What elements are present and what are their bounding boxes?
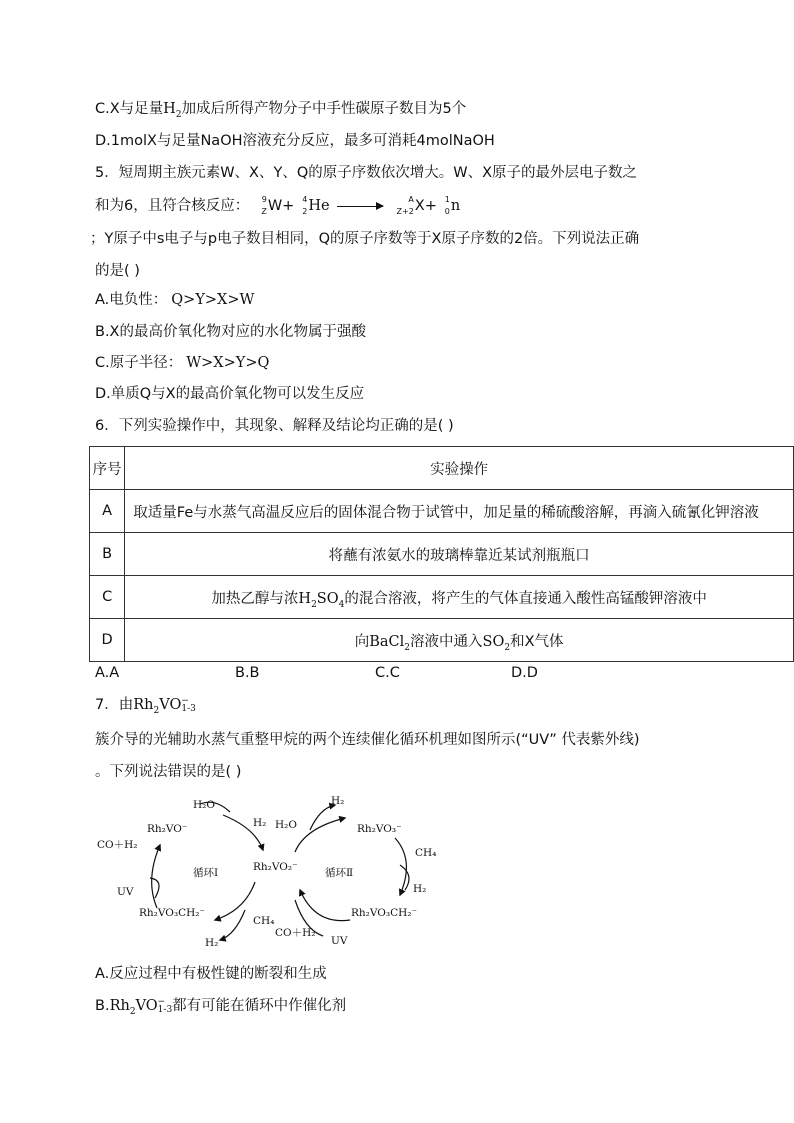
- w-nuclide-notation: 9 Z: [261, 195, 267, 216]
- q5-nuclear-reaction: 和为6，且符合核反应： 9 Z W+ 4 2 He A Z+2 X+ 1 0 n: [95, 195, 461, 216]
- label-h2o-right: H₂O: [275, 819, 297, 831]
- label-cycle-2: 循环Ⅱ: [325, 867, 354, 879]
- q6-stem: 6．下列实验操作中，其现象、解释及结论均正确的是( ): [95, 418, 454, 434]
- label-ch4-bottom: CH₄: [253, 915, 275, 927]
- q7-stem-line1: 7．由$Rh_2VO$ − 1-3: [95, 696, 196, 716]
- label-h2-top: H₂: [253, 817, 267, 829]
- table-row: B 将蘸有浓氨水的玻璃棒靠近某试剂瓶瓶口: [90, 533, 794, 576]
- label-h2o-top: H₂O: [193, 799, 215, 811]
- label-h2-top-right: H₂: [331, 795, 345, 807]
- label-co-h2-left: CO＋H₂: [97, 839, 138, 851]
- label-ch4-right: CH₄: [415, 847, 437, 859]
- label-h2-bottom-left: H₂: [205, 937, 219, 949]
- q6-experiment-table: [89, 446, 794, 662]
- q5-option-c: C.原子半径： W>X>Y>Q: [95, 355, 270, 371]
- q5-option-d: D.单质Q与X的最高价氧化物可以发生反应: [95, 386, 365, 402]
- label-rh2vo: Rh₂VO⁻: [147, 823, 188, 835]
- q5-option-b: B.X的最高价氧化物对应的水化物属于强酸: [95, 324, 366, 340]
- q6-option-a: A.A: [95, 665, 120, 681]
- q5-stem-line4: 的是( ): [95, 263, 140, 279]
- reaction-arrow: [337, 206, 383, 207]
- q6-option-c: C.C: [375, 665, 400, 681]
- table-header-row: [90, 447, 794, 490]
- diagram-labels: [97, 795, 436, 949]
- table-row: A 取适量Fe与水蒸气高温反应后的固体混合物于试管中，加足量的稀硫酸溶解，再滴入硫氰化钾溶液: [90, 490, 794, 533]
- table-header-id: 序号: [90, 447, 125, 490]
- q6-option-d: D.D: [511, 665, 538, 681]
- table-row: D 向BaCl$_2$溶液中通入$SO_2$和X气体: [90, 619, 794, 662]
- label-uv-left: UV: [117, 886, 134, 898]
- q7-option-a: A.反应过程中有极性键的断裂和生成: [95, 966, 327, 982]
- q6-option-b: B.B: [235, 665, 260, 681]
- q5-stem-line3: ；Y原子中s电子与p电子数目相同，Q的原子序数等于X原子序数的2倍。下列说法正确: [90, 231, 640, 247]
- q7-stem-line3: 。下列说法错误的是( ): [95, 764, 242, 780]
- q5-option-a: A.电负性： Q>Y>X>W: [95, 292, 255, 308]
- label-center-rh2vo2: Rh₂VO₂⁻: [253, 861, 298, 873]
- label-rh2vo3ch2-left: Rh₂VO₃CH₂⁻: [139, 907, 206, 919]
- x-nuclide-notation: A Z+2: [396, 195, 414, 216]
- label-cycle-1: 循环Ⅰ: [193, 867, 219, 879]
- q7-option-b: $B.Rh_2VO$ − 1-3 都有可能在循环中作催化剂: [95, 997, 347, 1017]
- q4-option-d: D.1molX与足量NaOH溶液充分反应，最多可消耗4molNaOH: [95, 133, 495, 149]
- q5-stem-line1: 5．短周期主族元素W、X、Y、Q的原子序数依次增大。W、X原子的最外层电子数之: [95, 165, 638, 181]
- q4-option-c: C.X与足量$H_2$加成后所得产物分子中手性碳原子数目为5个: [95, 101, 467, 120]
- label-co-h2-bottom: CO＋H₂: [275, 927, 316, 939]
- table-row: C 加热乙醇与浓$H_2SO_4$的混合溶液，将产生的气体直接通入酸性高锰酸钾溶液中: [90, 576, 794, 619]
- label-rh2vo3ch2-right: Rh₂VO₃CH₂⁻: [351, 907, 418, 919]
- he-nuclide-notation: 4 2: [302, 195, 308, 216]
- table-header-operation: 实验操作: [125, 447, 794, 490]
- label-rh2vo3: Rh₂VO₃⁻: [357, 823, 402, 835]
- neutron-notation: 1 0: [444, 195, 450, 216]
- q6-options: [95, 665, 655, 685]
- label-h2-right: H₂: [413, 883, 427, 895]
- catalytic-cycle-diagram: [95, 790, 455, 955]
- q7-stem-line2: 簇介导的光辅助水蒸气重整甲烷的两个连续催化循环机理如图所示(“UV” 代表紫外线): [95, 732, 640, 748]
- label-uv-bottom: UV: [331, 935, 348, 947]
